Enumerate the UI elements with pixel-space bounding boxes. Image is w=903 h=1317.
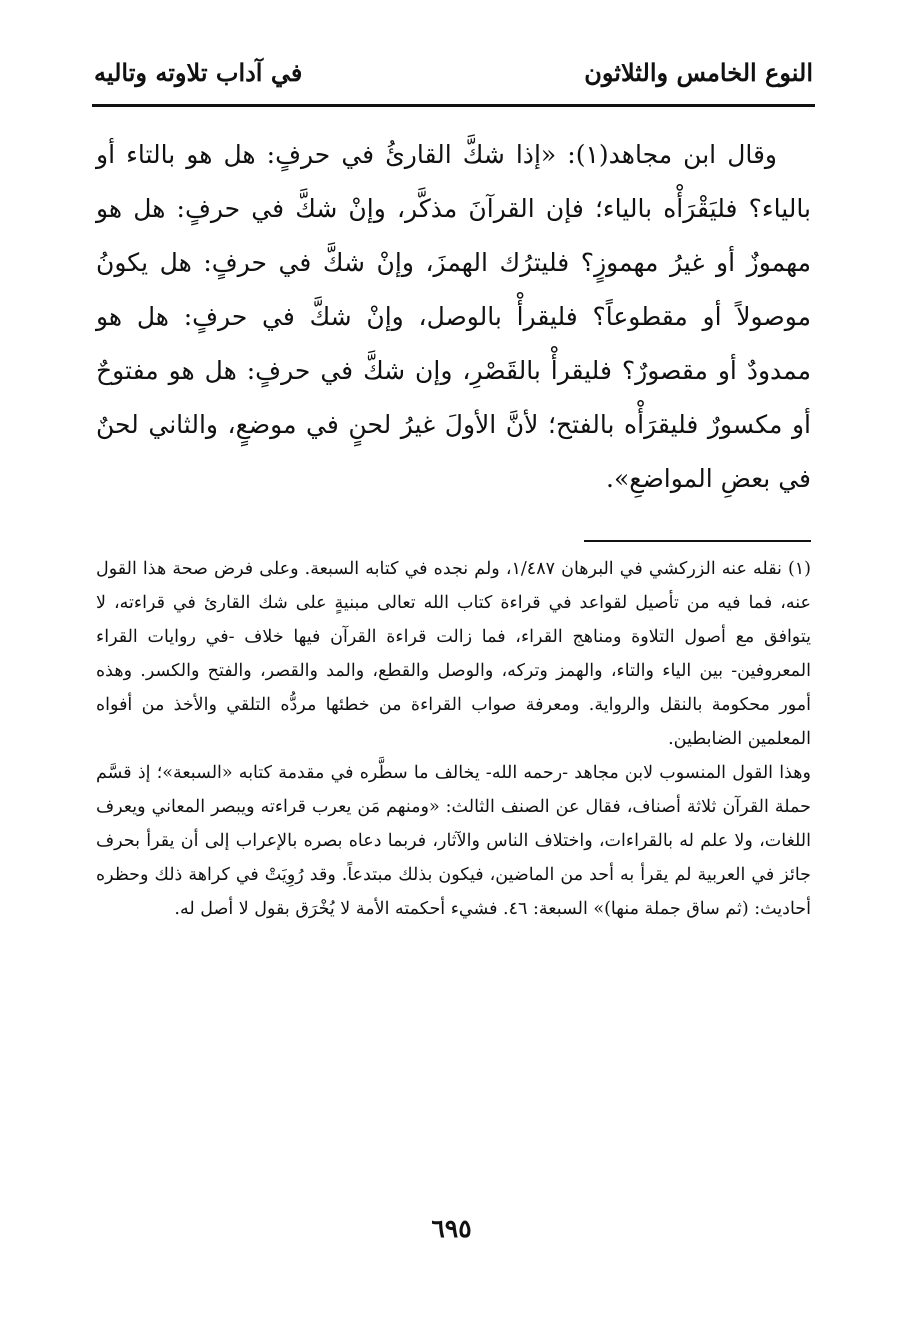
footnote-1-continuation: وهذا القول المنسوب لابن مجاهد -رحمه الله- يخالف ما سطَّره في مقدمة كتابه «السبعة»؛ إذ قسَّم حملة القرآن ثلاثة أصناف، فقال عن الصنف الثالث: «ومنهم مَن يعرب قراءته ويبصر المعاني ويعرف اللغات، ولا علم له بالقراءات، واختلاف الناس والآثار، فربما دعاه بصره بالإعراب إلى أن يقرأ بحرف جائز في العربية لم يقرأ به أحد من الماضين، فيكون بذلك مبتدعاً. وقد رُوِيَتْ في كراهة ذلك وحظره أحاديث: (ثم ساق جملة منها)» السبعة: ٤٦. فشيء أحكمته الأمة لا يُخْرَق بقول لا أصل له. (96, 763, 811, 919)
footnote-separator (584, 540, 811, 542)
footnote-1-text: نقله عنه الزركشي في البرهان ١/٤٨٧، ولم نجده في كتابه السبعة. وعلى فرض صحة هذا القول عنه، فما فيه من تأصيل لقواعد في قراءة كتاب الله تعالى مبنيةٍ على شك القارئ في قراءته، لا يتوافق مع أصول التلاوة ومناهج القراء، فما زالت قراءة القرآن فيها خلاف -في روايات القراء المعروفين- بين الياء والتاء، والهمز وتركه، والوصل والقطع، والمد والقصر، والفتح والكسر. وهذه أمور محكومة بالنقل والرواية. ومعرفة صواب القراءة من خطئها مردُّه التلقي والأخذ من أفواه المعلمين الضابطين. (96, 559, 811, 749)
footnotes (96, 552, 811, 926)
chapter-title: النوع الخامس والثلاثون (584, 58, 813, 87)
footnote-marker: (١) (787, 559, 811, 579)
main-paragraph: وقال ابن مجاهد(١): «إذا شكَّ القارئُ في حرفٍ: هل هو بالتاء أو بالياء؟ فليَقْرَأْه بالياء؛ فإن القرآنَ مذكَّر، وإنْ شكَّ في حرفٍ: هل هو مهموزٌ أو غيرُ مهموزٍ؟ فليترُك الهمزَ، وإنْ شكَّ في حرفٍ: هل يكونُ موصولاً أو مقطوعاً؟ فليقرأْ بالوصل، وإنْ شكَّ في حرفٍ: هل هو ممدودٌ أو مقصورٌ؟ فليقرأْ بالقَصْرِ، وإن شكَّ في حرفٍ: هل هو مفتوحٌ أو مكسورٌ فليقرَأْه بالفتح؛ لأنَّ الأولَ غيرُ لحنٍ في موضعٍ، والثاني لحنٌ في بعضِ المواضعِ». (96, 140, 811, 493)
footnote-1 (96, 552, 811, 756)
running-header (94, 58, 813, 102)
page-number: ٦٩٥ (431, 1214, 472, 1243)
section-title: في آداب تلاوته وتاليه (94, 58, 303, 87)
main-text (96, 128, 811, 506)
header-rule (92, 104, 815, 107)
